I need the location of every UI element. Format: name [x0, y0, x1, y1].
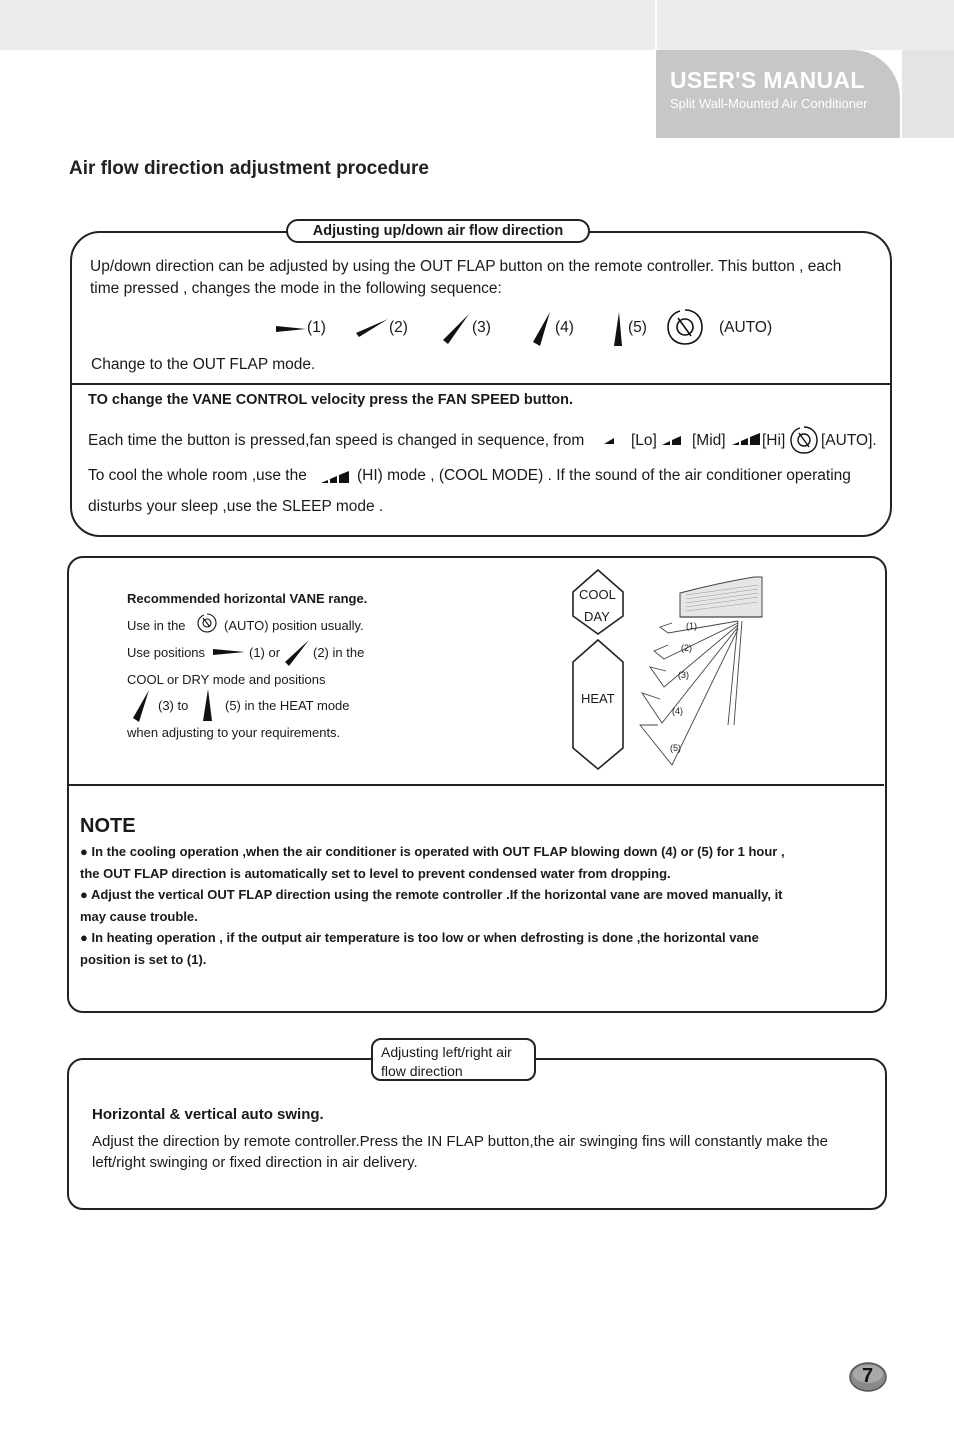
seq-label-4: (4) [555, 319, 574, 336]
cool-room-prefix: To cool the whole room ,use the [88, 467, 307, 484]
note-line-4: may cause trouble. [80, 909, 198, 924]
diagram-pos-3: (3) [678, 670, 689, 680]
note-title: NOTE [80, 815, 136, 837]
manual-title: USER'S MANUAL [670, 67, 865, 93]
leftright-pill-line2: flow direction [381, 1063, 463, 1079]
vane-use-in: Use in the [127, 618, 186, 633]
fan-hi-mode-icon [321, 466, 351, 484]
diagram-pos-4: (4) [672, 706, 683, 716]
note-line-3: ● Adjust the vertical OUT FLAP direction using the remote controller .If the horizontal vane are moved manually, it [80, 887, 783, 902]
page-number: 7 [862, 1365, 874, 1387]
heat-label: HEAT [581, 691, 615, 706]
vane-range-pos2-icon [285, 640, 311, 666]
seq-auto-label: (AUTO) [719, 319, 773, 336]
vane-pos2-icon [356, 317, 388, 339]
updown-divider [71, 383, 891, 385]
seq-label-2: (2) [389, 319, 408, 336]
sleep-mode-text: disturbs your sleep ,use the SLEEP mode . [88, 498, 384, 515]
fan-hi-label: [Hi] [762, 432, 786, 449]
vane-range-heading: Recommended horizontal VANE range. [127, 591, 368, 606]
diagram-pos-2: (2) [681, 643, 692, 653]
vane-pos3-to: (3) to [158, 698, 189, 713]
note-line-5: ● In heating operation , if the output air temperature is too low or when defrosting is done ,the horizontal vane [80, 930, 759, 945]
vane-pos4-icon [533, 312, 553, 346]
auto-swing-heading: Horizontal & vertical auto swing. [92, 1106, 324, 1123]
header-tab [656, 50, 900, 138]
vane-control-heading: TO change the VANE CONTROL velocity press the FAN SPEED button. [88, 392, 574, 408]
fan-mid-icon [662, 432, 682, 446]
cool-room-suffix: (HI) mode , (COOL MODE) . If the sound of the air conditioner operating [357, 467, 851, 484]
vane-divider [68, 784, 884, 786]
change-outflap-text: Change to the OUT FLAP mode. [91, 356, 316, 373]
vane-range-pos1-icon [213, 646, 245, 658]
diagram-pos-5: (5) [670, 743, 681, 753]
fan-hi-icon [732, 428, 762, 446]
swing-auto-icon [664, 306, 706, 348]
leftright-line-1: Adjust the direction by remote controller.Press the IN FLAP button,the air swinging fins will constantly make the [92, 1133, 828, 1150]
note-line-6: position is set to (1). [80, 952, 207, 967]
vane-range-pos5-icon [202, 689, 214, 721]
fan-lo-label: [Lo] [631, 432, 657, 449]
vane-use-positions: Use positions [127, 645, 206, 660]
vane-auto-usually: (AUTO) position usually. [224, 618, 364, 633]
vane-pos5-heat: (5) in the HEAT mode [225, 698, 350, 713]
fan-lo-icon [604, 433, 616, 445]
note-line-1: ● In the cooling operation ,when the air conditioner is operated with OUT FLAP blowing down (4) or (5) for 1 hour , [80, 844, 785, 859]
vane-pos1-or: (1) or [249, 645, 281, 660]
vane-adjusting: when adjusting to your requirements. [127, 725, 341, 740]
updown-pill [286, 219, 590, 243]
updown-pill-label: Adjusting up/down air flow direction [312, 223, 564, 239]
leftright-pill [371, 1038, 536, 1081]
leftright-pill-line1: Adjusting left/right air [381, 1044, 512, 1060]
vane-auto-icon [196, 612, 218, 634]
vane-cool-dry: COOL or DRY mode and positions [127, 672, 326, 687]
diagram-pos-1: (1) [686, 621, 697, 631]
top-bar-divider [655, 0, 657, 50]
vane-pos5-icon [612, 312, 624, 346]
updown-intro-2: time pressed , changes the mode in the following sequence: [90, 280, 502, 297]
note-line-2: the OUT FLAP direction is automatically set to level to prevent condensed water from dropping. [80, 866, 671, 881]
vane-pos2-in-the: (2) in the [313, 645, 365, 660]
header-tab-edge [902, 50, 954, 138]
manual-subtitle: Split Wall-Mounted Air Conditioner [670, 96, 868, 111]
fan-mid-label: [Mid] [692, 432, 726, 449]
page-title: Air flow direction adjustment procedure [69, 158, 429, 179]
seq-label-5: (5) [628, 319, 647, 336]
fan-auto-icon [788, 424, 820, 456]
top-bar [0, 0, 954, 50]
ac-unit-illustration [638, 575, 768, 770]
day-label: DAY [584, 609, 610, 624]
updown-intro-1: Up/down direction can be adjusted by using the OUT FLAP button on the remote controller. This button , each [90, 258, 842, 275]
vane-pos3-icon [443, 314, 471, 344]
fan-auto-label: [AUTO]. [821, 432, 877, 449]
vane-pos1-icon [276, 320, 306, 336]
vane-range-pos3-icon [133, 690, 151, 722]
fan-sequence-text: Each time the button is pressed,fan speed is changed in sequence, from [88, 432, 585, 449]
seq-label-1: (1) [307, 319, 326, 336]
seq-label-3: (3) [472, 319, 491, 336]
leftright-line-2: left/right swinging or fixed direction in air delivery. [92, 1154, 418, 1171]
cool-label: COOL [579, 587, 616, 602]
